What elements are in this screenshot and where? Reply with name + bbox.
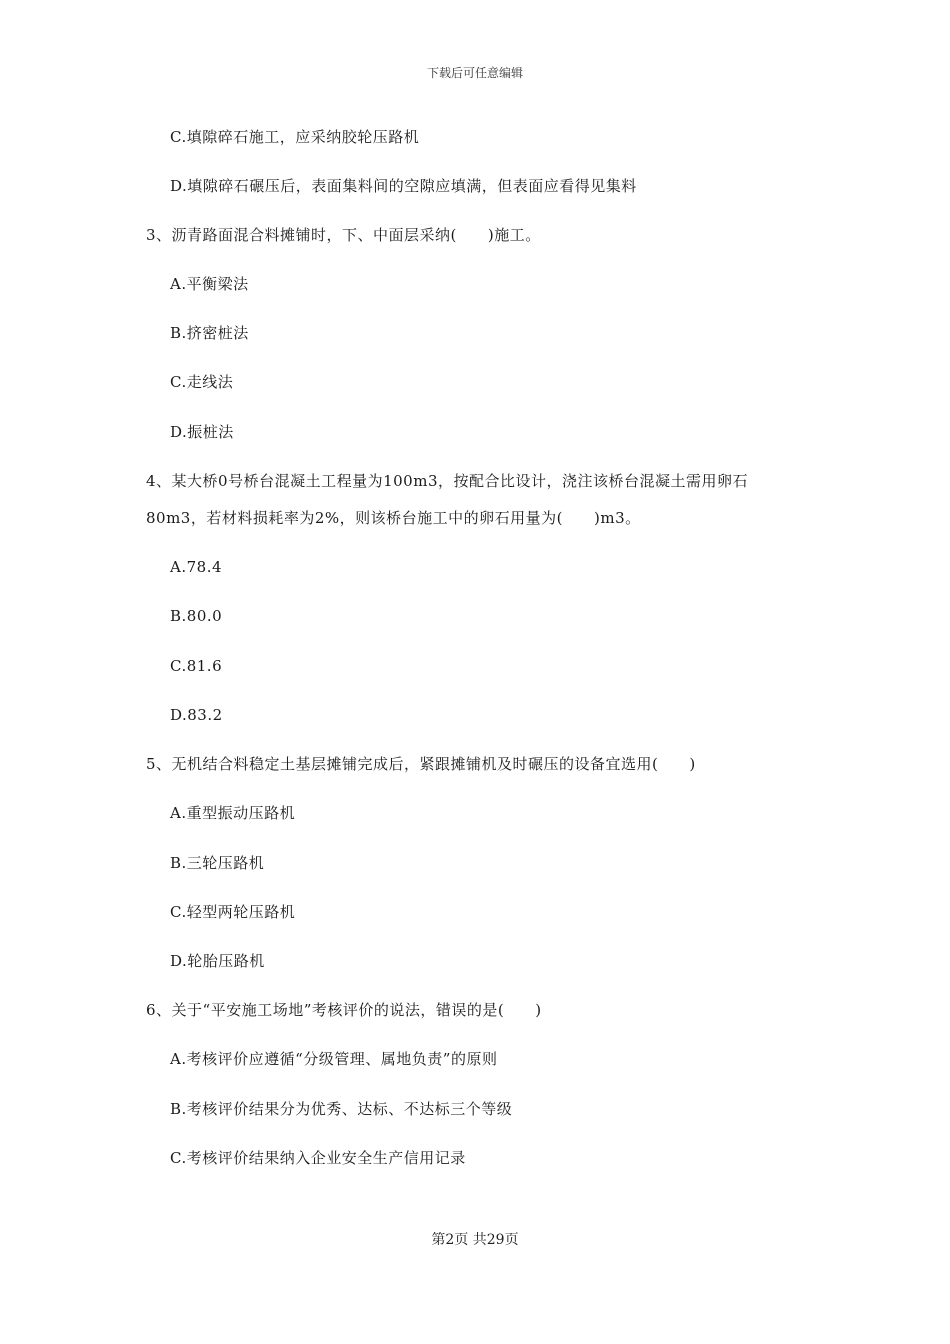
question-4-line-2: 80m3，若材料损耗率为2%，则该桥台施工中的卵石用量为( )m3。 <box>146 509 641 527</box>
page-header: 下载后可任意编辑 <box>426 66 523 80</box>
question-6: 6、关于“平安施工场地”考核评价的说法，错误的是( ) <box>146 1001 542 1019</box>
option-q3-c: C.走线法 <box>170 373 234 391</box>
option-q5-d: D.轮胎压路机 <box>170 952 265 970</box>
option-q3-b: B.挤密桩法 <box>170 324 249 342</box>
option-q2-c: C.填隙碎石施工，应采纳胶轮压路机 <box>170 128 420 146</box>
option-q5-a: A.重型振动压路机 <box>170 804 296 822</box>
question-4-line-1: 4、某大桥0号桥台混凝土工程量为100m3，按配合比设计，浇注该桥台混凝土需用卵石 <box>146 472 748 490</box>
option-q6-b: B.考核评价结果分为优秀、达标、不达标三个等级 <box>170 1100 513 1118</box>
option-q3-a: A.平衡梁法 <box>170 275 249 293</box>
option-q4-b: B.80.0 <box>170 607 223 625</box>
option-q4-c: C.81.6 <box>170 657 223 675</box>
option-q2-d: D.填隙碎石碾压后，表面集料间的空隙应填满，但表面应看得见集料 <box>170 177 637 195</box>
option-q6-c: C.考核评价结果纳入企业安全生产信用记录 <box>170 1149 466 1167</box>
option-q4-a: A.78.4 <box>170 558 222 576</box>
option-q5-b: B.三轮压路机 <box>170 854 265 872</box>
option-q4-d: D.83.2 <box>170 706 223 724</box>
option-q3-d: D.振桩法 <box>170 423 234 441</box>
question-5: 5、无机结合料稳定土基层摊铺完成后，紧跟摊铺机及时碾压的设备宜选用( ) <box>146 755 696 773</box>
page-footer: 第2页 共29页 <box>431 1232 519 1248</box>
option-q5-c: C.轻型两轮压路机 <box>170 903 296 921</box>
option-q6-a: A.考核评价应遵循“分级管理、属地负责”的原则 <box>170 1050 498 1068</box>
question-3: 3、沥青路面混合料摊铺时，下、中面层采纳( )施工。 <box>146 226 541 244</box>
